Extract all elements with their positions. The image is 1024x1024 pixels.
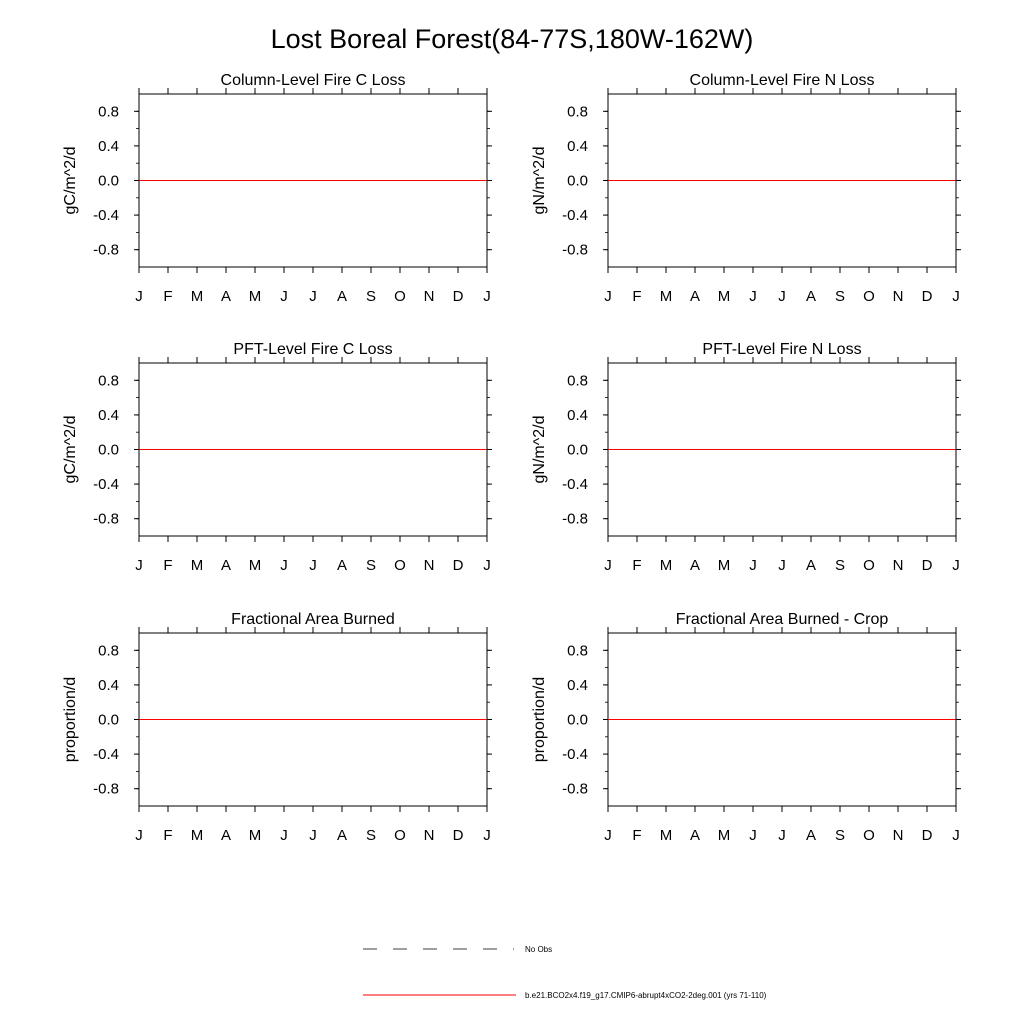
x-tick-label: A — [689, 288, 701, 305]
x-tick-label: J — [135, 288, 143, 305]
x-tick-label: O — [863, 288, 875, 305]
x-tick-label: D — [921, 557, 933, 574]
panel-title: PFT-Level Fire C Loss — [233, 341, 393, 358]
x-tick-label: D — [921, 288, 933, 305]
x-tick-label: S — [365, 288, 377, 305]
panel-title: PFT-Level Fire N Loss — [702, 341, 862, 358]
x-tick-label: F — [163, 557, 173, 574]
x-tick-label: A — [805, 288, 817, 305]
x-tick-label: J — [483, 288, 491, 305]
x-tick-label: S — [834, 557, 846, 574]
x-tick-label: J — [483, 827, 491, 844]
y-tick-label: 0.4 — [567, 137, 588, 155]
x-tick-label: M — [717, 557, 731, 574]
x-tick-label: F — [632, 288, 642, 305]
x-tick-label: D — [452, 288, 464, 305]
x-tick-label: J — [309, 557, 317, 574]
y-axis-label: gC/m^2/d — [62, 146, 79, 215]
x-tick-label: A — [220, 827, 232, 844]
x-tick-label: J — [604, 288, 612, 305]
panel-1 — [62, 72, 492, 305]
x-tick-label: S — [834, 827, 846, 844]
x-tick-label: O — [394, 827, 406, 844]
x-tick-label: J — [483, 557, 491, 574]
legend-no-obs-label: No Obs — [525, 945, 553, 954]
x-tick-label: J — [749, 288, 757, 305]
x-tick-label: J — [749, 827, 757, 844]
y-tick-label: 0.0 — [98, 441, 119, 459]
y-tick-label: 0.8 — [567, 103, 588, 121]
y-tick-label: 0.0 — [567, 441, 588, 459]
x-tick-label: O — [394, 557, 406, 574]
x-tick-label: N — [423, 557, 435, 574]
x-tick-label: A — [805, 557, 817, 574]
x-tick-label: F — [163, 288, 173, 305]
x-tick-label: A — [336, 288, 348, 305]
x-tick-label: D — [921, 827, 933, 844]
y-tick-label: 0.8 — [567, 642, 588, 660]
panel-2 — [531, 72, 961, 305]
y-axis-label: gN/m^2/d — [531, 415, 548, 484]
y-tick-label: 0.4 — [567, 406, 588, 424]
y-axis-label: proportion/d — [62, 676, 79, 763]
x-tick-label: M — [248, 557, 262, 574]
x-tick-label: M — [717, 827, 731, 844]
y-tick-label: 0.8 — [567, 372, 588, 390]
x-tick-label: M — [248, 288, 262, 305]
panel-4 — [531, 341, 961, 574]
x-tick-label: J — [309, 288, 317, 305]
x-tick-label: J — [604, 557, 612, 574]
y-axis-label: gC/m^2/d — [62, 415, 79, 484]
x-tick-label: S — [365, 827, 377, 844]
x-tick-label: S — [365, 557, 377, 574]
y-axis-label: proportion/d — [531, 676, 548, 763]
y-tick-label: 0.0 — [567, 711, 588, 729]
panel-6 — [531, 611, 961, 844]
x-tick-label: A — [336, 827, 348, 844]
x-tick-label: M — [190, 288, 204, 305]
x-tick-label: A — [689, 557, 701, 574]
x-tick-label: J — [604, 827, 612, 844]
y-tick-label: 0.4 — [98, 676, 119, 694]
y-tick-label: -0.8 — [93, 780, 119, 798]
figure-title: Lost Boreal Forest(84-77S,180W-162W) — [270, 24, 754, 54]
y-tick-label: -0.4 — [562, 746, 588, 764]
x-tick-label: J — [135, 557, 143, 574]
x-tick-label: J — [309, 827, 317, 844]
x-tick-label: M — [190, 557, 204, 574]
x-tick-label: N — [423, 288, 435, 305]
y-tick-label: -0.8 — [562, 510, 588, 528]
panel-title: Column-Level Fire N Loss — [689, 72, 875, 89]
x-tick-label: M — [659, 288, 673, 305]
y-tick-label: -0.4 — [93, 746, 119, 764]
x-tick-label: D — [452, 557, 464, 574]
panel-title: Fractional Area Burned - Crop — [675, 611, 889, 628]
x-tick-label: M — [717, 288, 731, 305]
panel-5 — [62, 611, 492, 844]
y-tick-label: 0.4 — [567, 676, 588, 694]
legend — [363, 945, 767, 1000]
y-tick-label: -0.4 — [93, 207, 119, 225]
x-tick-label: N — [892, 827, 904, 844]
x-tick-label: M — [659, 557, 673, 574]
x-tick-label: O — [863, 557, 875, 574]
x-tick-label: D — [452, 827, 464, 844]
x-tick-label: F — [632, 827, 642, 844]
x-tick-label: J — [952, 557, 960, 574]
panel-title: Column-Level Fire C Loss — [220, 72, 406, 89]
y-tick-label: 0.8 — [98, 372, 119, 390]
y-tick-label: 0.0 — [567, 172, 588, 190]
panel-title: Fractional Area Burned — [231, 611, 395, 628]
x-tick-label: J — [280, 827, 288, 844]
x-tick-label: J — [749, 557, 757, 574]
x-tick-label: J — [952, 288, 960, 305]
y-tick-label: -0.4 — [562, 476, 588, 494]
x-tick-label: N — [423, 827, 435, 844]
y-tick-label: 0.0 — [98, 172, 119, 190]
x-tick-label: O — [863, 827, 875, 844]
x-tick-label: A — [220, 288, 232, 305]
x-tick-label: M — [659, 827, 673, 844]
x-tick-label: J — [778, 288, 786, 305]
y-tick-label: -0.8 — [562, 780, 588, 798]
x-tick-label: F — [163, 827, 173, 844]
x-tick-label: N — [892, 288, 904, 305]
x-tick-label: J — [952, 827, 960, 844]
chart-panels — [62, 72, 961, 844]
y-tick-label: 0.4 — [98, 137, 119, 155]
x-tick-label: J — [280, 557, 288, 574]
x-tick-label: J — [778, 827, 786, 844]
x-tick-label: A — [220, 557, 232, 574]
x-tick-label: N — [892, 557, 904, 574]
y-tick-label: 0.4 — [98, 406, 119, 424]
y-tick-label: -0.8 — [562, 241, 588, 259]
x-tick-label: O — [394, 288, 406, 305]
y-tick-label: -0.4 — [562, 207, 588, 225]
x-tick-label: J — [778, 557, 786, 574]
y-tick-label: -0.8 — [93, 510, 119, 528]
x-tick-label: M — [190, 827, 204, 844]
x-tick-label: J — [280, 288, 288, 305]
x-tick-label: F — [632, 557, 642, 574]
legend-model-label: b.e21.BCO2x4.f19_g17.CMIP6-abrupt4xCO2-2deg.001 (yrs 71-110) — [525, 991, 767, 1000]
y-axis-label: gN/m^2/d — [531, 146, 548, 215]
x-tick-label: A — [336, 557, 348, 574]
x-tick-label: M — [248, 827, 262, 844]
panel-3 — [62, 341, 492, 574]
x-tick-label: A — [689, 827, 701, 844]
x-tick-label: A — [805, 827, 817, 844]
x-tick-label: J — [135, 827, 143, 844]
y-tick-label: 0.8 — [98, 642, 119, 660]
y-tick-label: -0.4 — [93, 476, 119, 494]
y-tick-label: -0.8 — [93, 241, 119, 259]
y-tick-label: 0.8 — [98, 103, 119, 121]
y-tick-label: 0.0 — [98, 711, 119, 729]
x-tick-label: S — [834, 288, 846, 305]
